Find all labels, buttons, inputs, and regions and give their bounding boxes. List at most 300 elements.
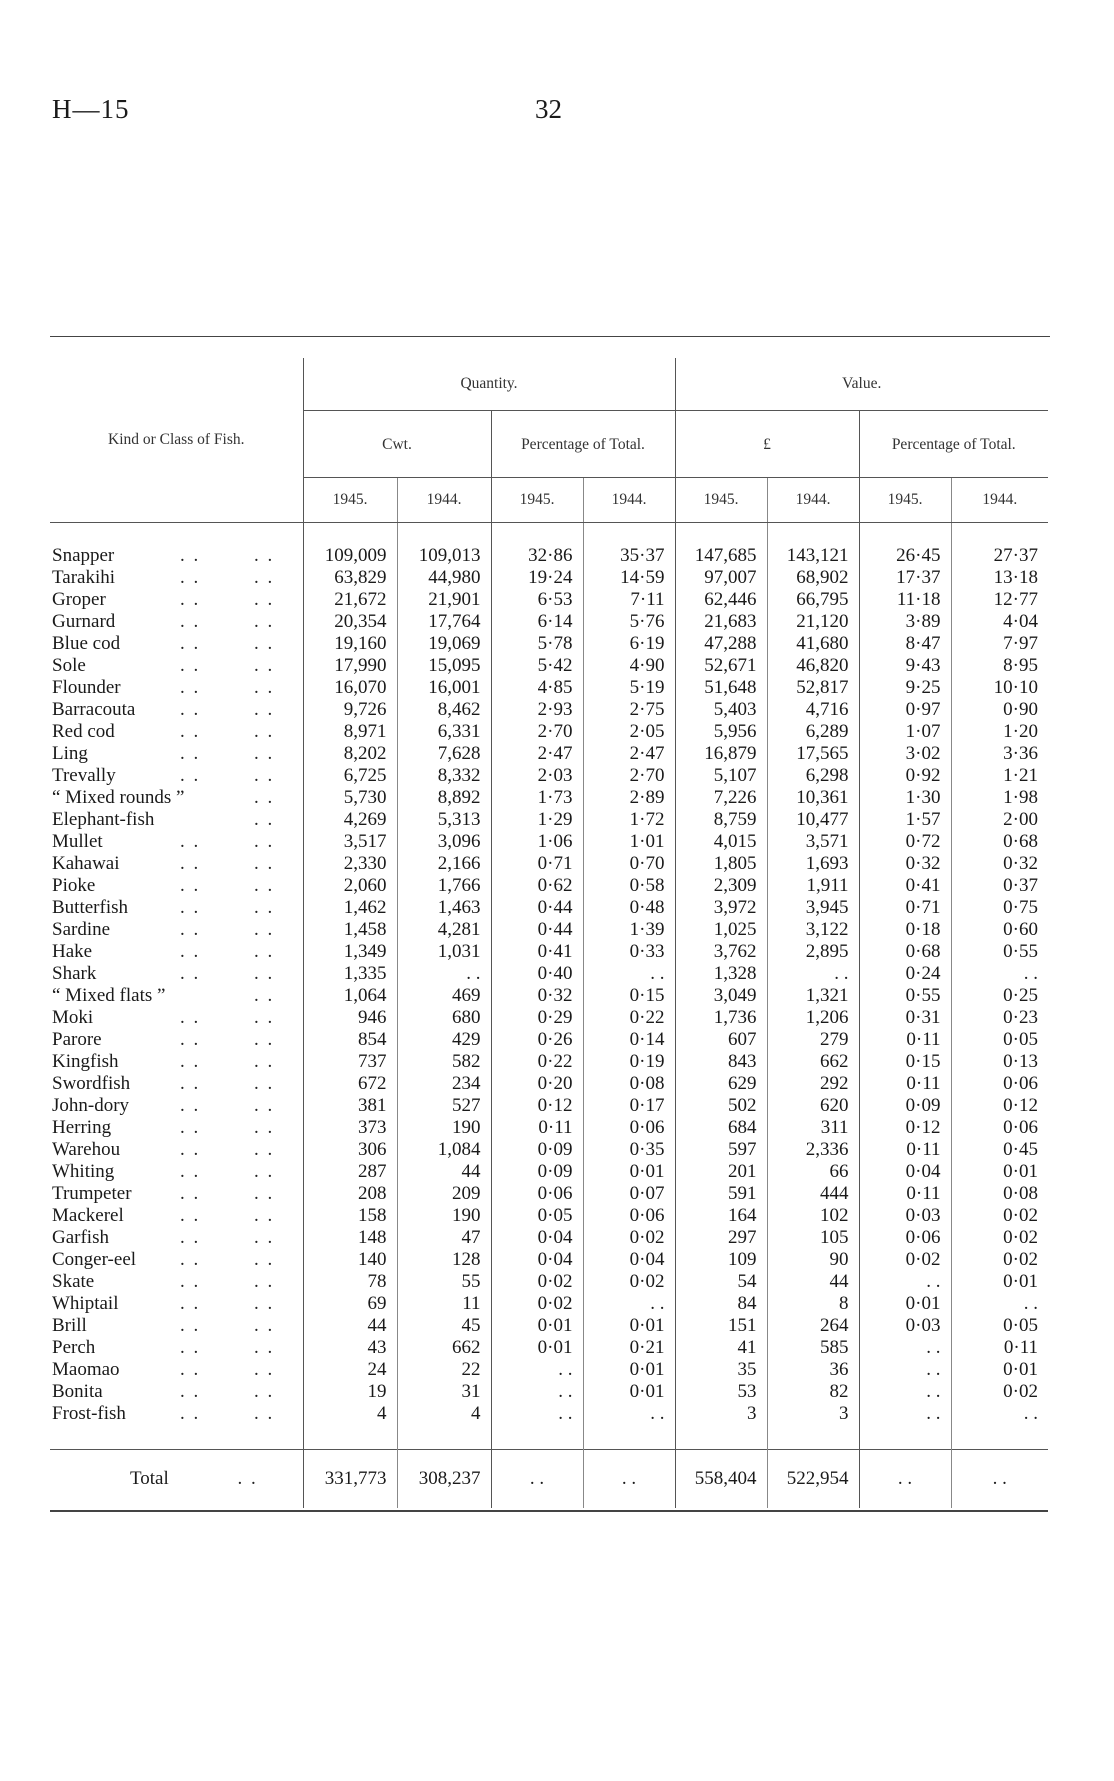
value-1944-cell: 662 bbox=[767, 1051, 859, 1073]
leader-dots: . . bbox=[254, 611, 275, 632]
pct-val-1945-cell: 11·18 bbox=[859, 589, 951, 611]
cwt-1945-cell: 8,202 bbox=[303, 743, 397, 765]
leader-dots: . . bbox=[254, 1007, 275, 1028]
leader-dots: . . bbox=[180, 963, 201, 984]
cwt-1945-cell: 69 bbox=[303, 1293, 397, 1315]
leader-dots: . . bbox=[254, 941, 275, 962]
cwt-1944-cell: 17,764 bbox=[397, 611, 491, 633]
leader-dots: . . bbox=[180, 1051, 201, 1072]
value-1945-cell: 51,648 bbox=[675, 677, 767, 699]
pct-qty-1945-cell: 0·20 bbox=[491, 1073, 583, 1095]
leader-dots: . . bbox=[254, 853, 275, 874]
pct-qty-1944-cell: 2·05 bbox=[583, 721, 675, 743]
pct-qty-1945-cell: 0·62 bbox=[491, 875, 583, 897]
fish-name: Mackerel bbox=[52, 1205, 124, 1226]
value-1944-cell: 1,693 bbox=[767, 853, 859, 875]
pct-val-1945-cell: . . bbox=[859, 1381, 951, 1403]
pct-qty-1945-cell: 32·86 bbox=[491, 523, 583, 568]
pct-val-1944-cell: 0·08 bbox=[951, 1183, 1048, 1205]
fish-name: Herring bbox=[52, 1117, 112, 1138]
cwt-1944-cell: 469 bbox=[397, 985, 491, 1007]
table-row bbox=[50, 1073, 1048, 1095]
leader-dots: . . bbox=[180, 831, 201, 852]
cwt-1944-cell: 8,332 bbox=[397, 765, 491, 787]
value-1945-cell: 8,759 bbox=[675, 809, 767, 831]
cwt-1945-cell: 24 bbox=[303, 1359, 397, 1381]
pct-val-1945-cell: 26·45 bbox=[859, 523, 951, 568]
cwt-1944-cell: 11 bbox=[397, 1293, 491, 1315]
fish-name: Bonita bbox=[52, 1381, 103, 1402]
cwt-1944-cell: 45 bbox=[397, 1315, 491, 1337]
pct-qty-1945-cell: . . bbox=[491, 1359, 583, 1381]
pct-qty-1944-cell: 1·39 bbox=[583, 919, 675, 941]
table-row bbox=[50, 721, 1048, 743]
value-1944-cell: . . bbox=[767, 963, 859, 985]
cwt-1944-cell: 4 bbox=[397, 1403, 491, 1425]
leader-dots: . . bbox=[254, 589, 275, 610]
fish-name-cell bbox=[50, 1271, 303, 1293]
fish-name-cell bbox=[50, 787, 303, 809]
leader-dots: . . bbox=[254, 721, 275, 742]
pct-val-1945-cell: 0·15 bbox=[859, 1051, 951, 1073]
table-row bbox=[50, 1337, 1048, 1359]
pct-qty-1945-cell: 0·71 bbox=[491, 853, 583, 875]
pct-val-1945-cell: 3·02 bbox=[859, 743, 951, 765]
cwt-1945-cell: 1,458 bbox=[303, 919, 397, 941]
pct-val-1945-cell: 0·68 bbox=[859, 941, 951, 963]
fish-name: Frost-fish bbox=[52, 1403, 126, 1424]
pct-qty-1944-cell: 2·75 bbox=[583, 699, 675, 721]
value-1944-cell: 1,206 bbox=[767, 1007, 859, 1029]
fish-name: Hake bbox=[52, 941, 93, 962]
value-1944-cell: 36 bbox=[767, 1359, 859, 1381]
fish-name-cell bbox=[50, 941, 303, 963]
value-1944-cell: 279 bbox=[767, 1029, 859, 1051]
table-row bbox=[50, 655, 1048, 677]
fish-name-cell bbox=[50, 743, 303, 765]
cwt-1945-cell: 16,070 bbox=[303, 677, 397, 699]
fish-name: Elephant-fish bbox=[52, 809, 155, 830]
cwt-1945-cell: 1,462 bbox=[303, 897, 397, 919]
leader-dots: . . bbox=[180, 655, 201, 676]
fish-name-cell bbox=[50, 1007, 303, 1029]
fish-name: Kingfish bbox=[52, 1051, 119, 1072]
year-header: 1945. bbox=[859, 478, 951, 523]
value-1945-cell: 843 bbox=[675, 1051, 767, 1073]
leader-dots: . . bbox=[180, 1007, 201, 1028]
fish-name-cell bbox=[50, 1051, 303, 1073]
total-leader-dots: . . bbox=[237, 1468, 258, 1489]
pct-qty-1945-cell: 0·41 bbox=[491, 941, 583, 963]
value-1944-cell: 444 bbox=[767, 1183, 859, 1205]
cwt-1945-cell: 17,990 bbox=[303, 655, 397, 677]
value-1945-cell: 3,972 bbox=[675, 897, 767, 919]
leader-dots: . . bbox=[180, 721, 201, 742]
value-1945-cell: 53 bbox=[675, 1381, 767, 1403]
pct-val-1944-cell: 4·04 bbox=[951, 611, 1048, 633]
fish-name: Shark bbox=[52, 963, 97, 984]
pct-qty-1944-cell: 0·06 bbox=[583, 1205, 675, 1227]
pct-val-1945-cell: 0·06 bbox=[859, 1227, 951, 1249]
table-row bbox=[50, 1051, 1048, 1073]
pct-val-1944-cell: 0·02 bbox=[951, 1205, 1048, 1227]
pct-val-1945-cell: 0·24 bbox=[859, 963, 951, 985]
leader-dots: . . bbox=[254, 919, 275, 940]
pct-qty-1945-cell: 0·04 bbox=[491, 1249, 583, 1271]
pct-val-1945-cell: 0·11 bbox=[859, 1139, 951, 1161]
value-1945-cell: 7,226 bbox=[675, 787, 767, 809]
cwt-1945-cell: 44 bbox=[303, 1315, 397, 1337]
value-1945-cell: 1,025 bbox=[675, 919, 767, 941]
pct-qty-1944-cell: 2·89 bbox=[583, 787, 675, 809]
value-1944-cell: 3 bbox=[767, 1403, 859, 1425]
pct-qty-1945-cell: 0·05 bbox=[491, 1205, 583, 1227]
cwt-1944-cell: 4,281 bbox=[397, 919, 491, 941]
pct-val-1944-cell: 27·37 bbox=[951, 523, 1048, 568]
fish-name-cell bbox=[50, 1183, 303, 1205]
pct-val-1944-cell: . . bbox=[951, 1403, 1048, 1425]
fish-name: “ Mixed flats ” bbox=[52, 985, 166, 1006]
pct-qty-1945-cell: 0·44 bbox=[491, 919, 583, 941]
leader-dots: . . bbox=[180, 919, 201, 940]
pct-qty-1944-cell: 0·35 bbox=[583, 1139, 675, 1161]
cwt-1944-cell: 680 bbox=[397, 1007, 491, 1029]
value-1945-cell: 97,007 bbox=[675, 567, 767, 589]
cwt-1945-cell: 737 bbox=[303, 1051, 397, 1073]
leader-dots: . . bbox=[254, 633, 275, 654]
fish-name: Butterfish bbox=[52, 897, 128, 918]
cwt-1944-cell: 2,166 bbox=[397, 853, 491, 875]
pct-qty-1945-cell: 0·44 bbox=[491, 897, 583, 919]
fish-name-cell bbox=[50, 1073, 303, 1095]
pct-qty-1945-cell: 0·02 bbox=[491, 1293, 583, 1315]
value-group-header: Value. bbox=[675, 358, 1048, 411]
table-row bbox=[50, 963, 1048, 985]
fish-name-cell bbox=[50, 721, 303, 743]
pct-qty-1944-cell: 4·90 bbox=[583, 655, 675, 677]
pct-qty-1944-cell: 0·14 bbox=[583, 1029, 675, 1051]
pct-qty-1944-cell: 0·19 bbox=[583, 1051, 675, 1073]
leader-dots: . . bbox=[254, 1403, 275, 1424]
cwt-1944-cell: 19,069 bbox=[397, 633, 491, 655]
fish-name: Flounder bbox=[52, 677, 121, 698]
table-row bbox=[50, 1315, 1048, 1337]
pct-val-1945-cell: 0·32 bbox=[859, 853, 951, 875]
cwt-1945-cell: 19 bbox=[303, 1381, 397, 1403]
total-pct-qty-1944: . . bbox=[583, 1450, 675, 1509]
fish-name: Kahawai bbox=[52, 853, 120, 874]
cwt-1944-cell: 1,766 bbox=[397, 875, 491, 897]
table-row bbox=[50, 743, 1048, 765]
leader-dots: . . bbox=[254, 765, 275, 786]
cwt-1945-cell: 208 bbox=[303, 1183, 397, 1205]
pct-qty-1944-cell: 0·70 bbox=[583, 853, 675, 875]
pct-val-1944-cell: 10·10 bbox=[951, 677, 1048, 699]
cwt-1944-cell: 15,095 bbox=[397, 655, 491, 677]
fish-name: Garfish bbox=[52, 1227, 109, 1248]
fish-name: “ Mixed rounds ” bbox=[52, 787, 185, 808]
page-number: 32 bbox=[535, 94, 562, 124]
pct-val-1944-cell: 0·11 bbox=[951, 1337, 1048, 1359]
pct-val-1944-cell: 0·60 bbox=[951, 919, 1048, 941]
pct-val-1945-cell: 1·07 bbox=[859, 721, 951, 743]
pct-qty-1944-cell: 0·33 bbox=[583, 941, 675, 963]
fish-name-cell bbox=[50, 1029, 303, 1051]
cwt-1944-cell: 47 bbox=[397, 1227, 491, 1249]
leader-dots: . . bbox=[254, 677, 275, 698]
leader-dots: . . bbox=[180, 765, 201, 786]
pct-val-1945-cell: 0·31 bbox=[859, 1007, 951, 1029]
pct-qty-1945-cell: . . bbox=[491, 1381, 583, 1403]
fish-name-cell bbox=[50, 633, 303, 655]
pct-qty-1944-cell: 0·08 bbox=[583, 1073, 675, 1095]
fish-name: Trevally bbox=[52, 765, 116, 786]
leader-dots: . . bbox=[254, 743, 275, 764]
fish-name-cell bbox=[50, 611, 303, 633]
leader-dots: . . bbox=[180, 1139, 201, 1160]
pct-val-1945-cell: 0·97 bbox=[859, 699, 951, 721]
pct-qty-1945-cell: 0·40 bbox=[491, 963, 583, 985]
fish-name-cell bbox=[50, 853, 303, 875]
value-1945-cell: 54 bbox=[675, 1271, 767, 1293]
cwt-1945-cell: 946 bbox=[303, 1007, 397, 1029]
value-1944-cell: 66,795 bbox=[767, 589, 859, 611]
leader-dots: . . bbox=[180, 677, 201, 698]
value-1945-cell: 3,049 bbox=[675, 985, 767, 1007]
fish-catch-table bbox=[50, 358, 1048, 1512]
table-row bbox=[50, 677, 1048, 699]
cwt-1945-cell: 63,829 bbox=[303, 567, 397, 589]
leader-dots: . . bbox=[254, 875, 275, 896]
table-row bbox=[50, 985, 1048, 1007]
fish-name-cell bbox=[50, 1315, 303, 1337]
fish-name: Mullet bbox=[52, 831, 103, 852]
pct-qty-1944-cell: 0·02 bbox=[583, 1227, 675, 1249]
total-pct-val-1945: . . bbox=[859, 1450, 951, 1509]
cwt-1945-cell: 4,269 bbox=[303, 809, 397, 831]
pct-qty-1944-cell: 5·76 bbox=[583, 611, 675, 633]
total-label-cell bbox=[50, 1450, 303, 1509]
total-label: Total bbox=[130, 1468, 169, 1489]
pct-qty-1944-cell: 0·07 bbox=[583, 1183, 675, 1205]
value-1945-cell: 151 bbox=[675, 1315, 767, 1337]
cwt-1945-cell: 140 bbox=[303, 1249, 397, 1271]
cwt-1944-cell: 190 bbox=[397, 1117, 491, 1139]
pct-val-1945-cell: 0·11 bbox=[859, 1073, 951, 1095]
fish-name: Red cod bbox=[52, 721, 115, 742]
cwt-1945-cell: 373 bbox=[303, 1117, 397, 1139]
cwt-1945-cell: 2,330 bbox=[303, 853, 397, 875]
pct-qty-1944-cell: 6·19 bbox=[583, 633, 675, 655]
pct-val-1944-cell: 0·01 bbox=[951, 1271, 1048, 1293]
fish-name: Gurnard bbox=[52, 611, 116, 632]
cwt-1944-cell: 31 bbox=[397, 1381, 491, 1403]
value-1945-cell: 201 bbox=[675, 1161, 767, 1183]
value-1944-cell: 4,716 bbox=[767, 699, 859, 721]
value-1945-cell: 62,446 bbox=[675, 589, 767, 611]
value-1945-cell: 3 bbox=[675, 1403, 767, 1425]
pct-val-1944-cell: 1·20 bbox=[951, 721, 1048, 743]
value-1945-cell: 147,685 bbox=[675, 523, 767, 568]
pct-qty-1945-cell: 0·02 bbox=[491, 1271, 583, 1293]
pct-val-1945-cell: 17·37 bbox=[859, 567, 951, 589]
cwt-1944-cell: 662 bbox=[397, 1337, 491, 1359]
value-1945-cell: 84 bbox=[675, 1293, 767, 1315]
fish-name-cell bbox=[50, 1359, 303, 1381]
cwt-1944-cell: 1,463 bbox=[397, 897, 491, 919]
cwt-1944-cell: 1,031 bbox=[397, 941, 491, 963]
pound-header: £ bbox=[675, 411, 859, 478]
leader-dots: . . bbox=[254, 1029, 275, 1050]
pct-val-1945-cell: . . bbox=[859, 1403, 951, 1425]
value-1944-cell: 8 bbox=[767, 1293, 859, 1315]
table-row bbox=[50, 1403, 1048, 1425]
pct-qty-1945-cell: 5·78 bbox=[491, 633, 583, 655]
leader-dots: . . bbox=[254, 1227, 275, 1248]
pct-val-1944-cell: 3·36 bbox=[951, 743, 1048, 765]
pct-val-1945-cell: 9·25 bbox=[859, 677, 951, 699]
pct-qty-1945-cell: 0·12 bbox=[491, 1095, 583, 1117]
pct-val-1944-cell: 0·05 bbox=[951, 1315, 1048, 1337]
cwt-1944-cell: 22 bbox=[397, 1359, 491, 1381]
cwt-1945-cell: 21,672 bbox=[303, 589, 397, 611]
value-percentage-header: Percentage of Total. bbox=[859, 411, 1048, 478]
value-1945-cell: 1,736 bbox=[675, 1007, 767, 1029]
leader-dots: . . bbox=[254, 699, 275, 720]
fish-name: Trumpeter bbox=[52, 1183, 132, 1204]
leader-dots: . . bbox=[180, 1227, 201, 1248]
fish-name-cell bbox=[50, 1227, 303, 1249]
cwt-1944-cell: 582 bbox=[397, 1051, 491, 1073]
value-1944-cell: 3,122 bbox=[767, 919, 859, 941]
pct-val-1944-cell: 0·45 bbox=[951, 1139, 1048, 1161]
value-1945-cell: 629 bbox=[675, 1073, 767, 1095]
leader-dots: . . bbox=[180, 1029, 201, 1050]
value-1944-cell: 2,336 bbox=[767, 1139, 859, 1161]
total-pct-qty-1945: . . bbox=[491, 1450, 583, 1509]
fish-name-cell bbox=[50, 567, 303, 589]
leader-dots: . . bbox=[254, 809, 275, 830]
pct-val-1945-cell: . . bbox=[859, 1271, 951, 1293]
fish-name: Tarakihi bbox=[52, 567, 116, 588]
pct-qty-1945-cell: 1·29 bbox=[491, 809, 583, 831]
value-1945-cell: 684 bbox=[675, 1117, 767, 1139]
cwt-1944-cell: 55 bbox=[397, 1271, 491, 1293]
pct-qty-1944-cell: 0·15 bbox=[583, 985, 675, 1007]
pct-val-1945-cell: 0·92 bbox=[859, 765, 951, 787]
cwt-1944-cell: 527 bbox=[397, 1095, 491, 1117]
pct-qty-1945-cell: 0·09 bbox=[491, 1139, 583, 1161]
pct-qty-1944-cell: 0·01 bbox=[583, 1315, 675, 1337]
pct-qty-1944-cell: 14·59 bbox=[583, 567, 675, 589]
value-1945-cell: 164 bbox=[675, 1205, 767, 1227]
cwt-1945-cell: 4 bbox=[303, 1403, 397, 1425]
value-1944-cell: 3,571 bbox=[767, 831, 859, 853]
leader-dots: . . bbox=[254, 897, 275, 918]
leader-dots: . . bbox=[180, 1183, 201, 1204]
cwt-1945-cell: 158 bbox=[303, 1205, 397, 1227]
cwt-1944-cell: 7,628 bbox=[397, 743, 491, 765]
leader-dots: . . bbox=[254, 567, 275, 588]
kind-column-header: Kind or Class of Fish. bbox=[50, 358, 303, 523]
value-1944-cell: 21,120 bbox=[767, 611, 859, 633]
cwt-1944-cell: 109,013 bbox=[397, 523, 491, 568]
value-1944-cell: 102 bbox=[767, 1205, 859, 1227]
value-1945-cell: 109 bbox=[675, 1249, 767, 1271]
pct-val-1945-cell: 8·47 bbox=[859, 633, 951, 655]
pct-qty-1944-cell: . . bbox=[583, 963, 675, 985]
pct-val-1944-cell: 0·02 bbox=[951, 1249, 1048, 1271]
pct-qty-1945-cell: 0·06 bbox=[491, 1183, 583, 1205]
cwt-1945-cell: 6,725 bbox=[303, 765, 397, 787]
fish-name: Conger-eel bbox=[52, 1249, 137, 1270]
pct-val-1944-cell: 12·77 bbox=[951, 589, 1048, 611]
pct-val-1945-cell: 9·43 bbox=[859, 655, 951, 677]
cwt-1944-cell: 6,331 bbox=[397, 721, 491, 743]
cwt-header: Cwt. bbox=[303, 411, 491, 478]
table-row bbox=[50, 1227, 1048, 1249]
value-1944-cell: 3,945 bbox=[767, 897, 859, 919]
pct-qty-1945-cell: 2·70 bbox=[491, 721, 583, 743]
value-1945-cell: 591 bbox=[675, 1183, 767, 1205]
table-row bbox=[50, 765, 1048, 787]
pct-val-1944-cell: 0·75 bbox=[951, 897, 1048, 919]
value-1945-cell: 1,805 bbox=[675, 853, 767, 875]
pct-qty-1945-cell: 6·53 bbox=[491, 589, 583, 611]
year-header: 1945. bbox=[675, 478, 767, 523]
pct-val-1944-cell: 0·55 bbox=[951, 941, 1048, 963]
value-1944-cell: 10,361 bbox=[767, 787, 859, 809]
cwt-1944-cell: 8,892 bbox=[397, 787, 491, 809]
pct-qty-1945-cell: 0·04 bbox=[491, 1227, 583, 1249]
pct-qty-1944-cell: 0·01 bbox=[583, 1359, 675, 1381]
leader-dots: . . bbox=[254, 1161, 275, 1182]
pct-qty-1945-cell: 0·29 bbox=[491, 1007, 583, 1029]
table-row bbox=[50, 897, 1048, 919]
value-1944-cell: 90 bbox=[767, 1249, 859, 1271]
pct-val-1944-cell: 0·90 bbox=[951, 699, 1048, 721]
leader-dots: . . bbox=[254, 1271, 275, 1292]
table-row bbox=[50, 853, 1048, 875]
value-1944-cell: 105 bbox=[767, 1227, 859, 1249]
cwt-1945-cell: 8,971 bbox=[303, 721, 397, 743]
value-1944-cell: 82 bbox=[767, 1381, 859, 1403]
pct-val-1944-cell: 0·01 bbox=[951, 1161, 1048, 1183]
fish-name: Sardine bbox=[52, 919, 111, 940]
pct-qty-1944-cell: . . bbox=[583, 1293, 675, 1315]
pct-val-1944-cell: 0·32 bbox=[951, 853, 1048, 875]
pct-qty-1944-cell: 1·01 bbox=[583, 831, 675, 853]
value-1945-cell: 297 bbox=[675, 1227, 767, 1249]
table-row bbox=[50, 567, 1048, 589]
cwt-1945-cell: 2,060 bbox=[303, 875, 397, 897]
value-1945-cell: 21,683 bbox=[675, 611, 767, 633]
cwt-1945-cell: 5,730 bbox=[303, 787, 397, 809]
fish-name: Groper bbox=[52, 589, 106, 610]
pct-val-1944-cell: 0·01 bbox=[951, 1359, 1048, 1381]
table-row bbox=[50, 941, 1048, 963]
cwt-1944-cell: 5,313 bbox=[397, 809, 491, 831]
pct-val-1945-cell: 0·11 bbox=[859, 1183, 951, 1205]
year-header: 1944. bbox=[767, 478, 859, 523]
pct-qty-1945-cell: 2·93 bbox=[491, 699, 583, 721]
leader-dots: . . bbox=[254, 1315, 275, 1336]
cwt-1945-cell: 672 bbox=[303, 1073, 397, 1095]
pct-val-1945-cell: 0·04 bbox=[859, 1161, 951, 1183]
cwt-1944-cell: 8,462 bbox=[397, 699, 491, 721]
fish-name-cell bbox=[50, 1205, 303, 1227]
cwt-1944-cell: 3,096 bbox=[397, 831, 491, 853]
